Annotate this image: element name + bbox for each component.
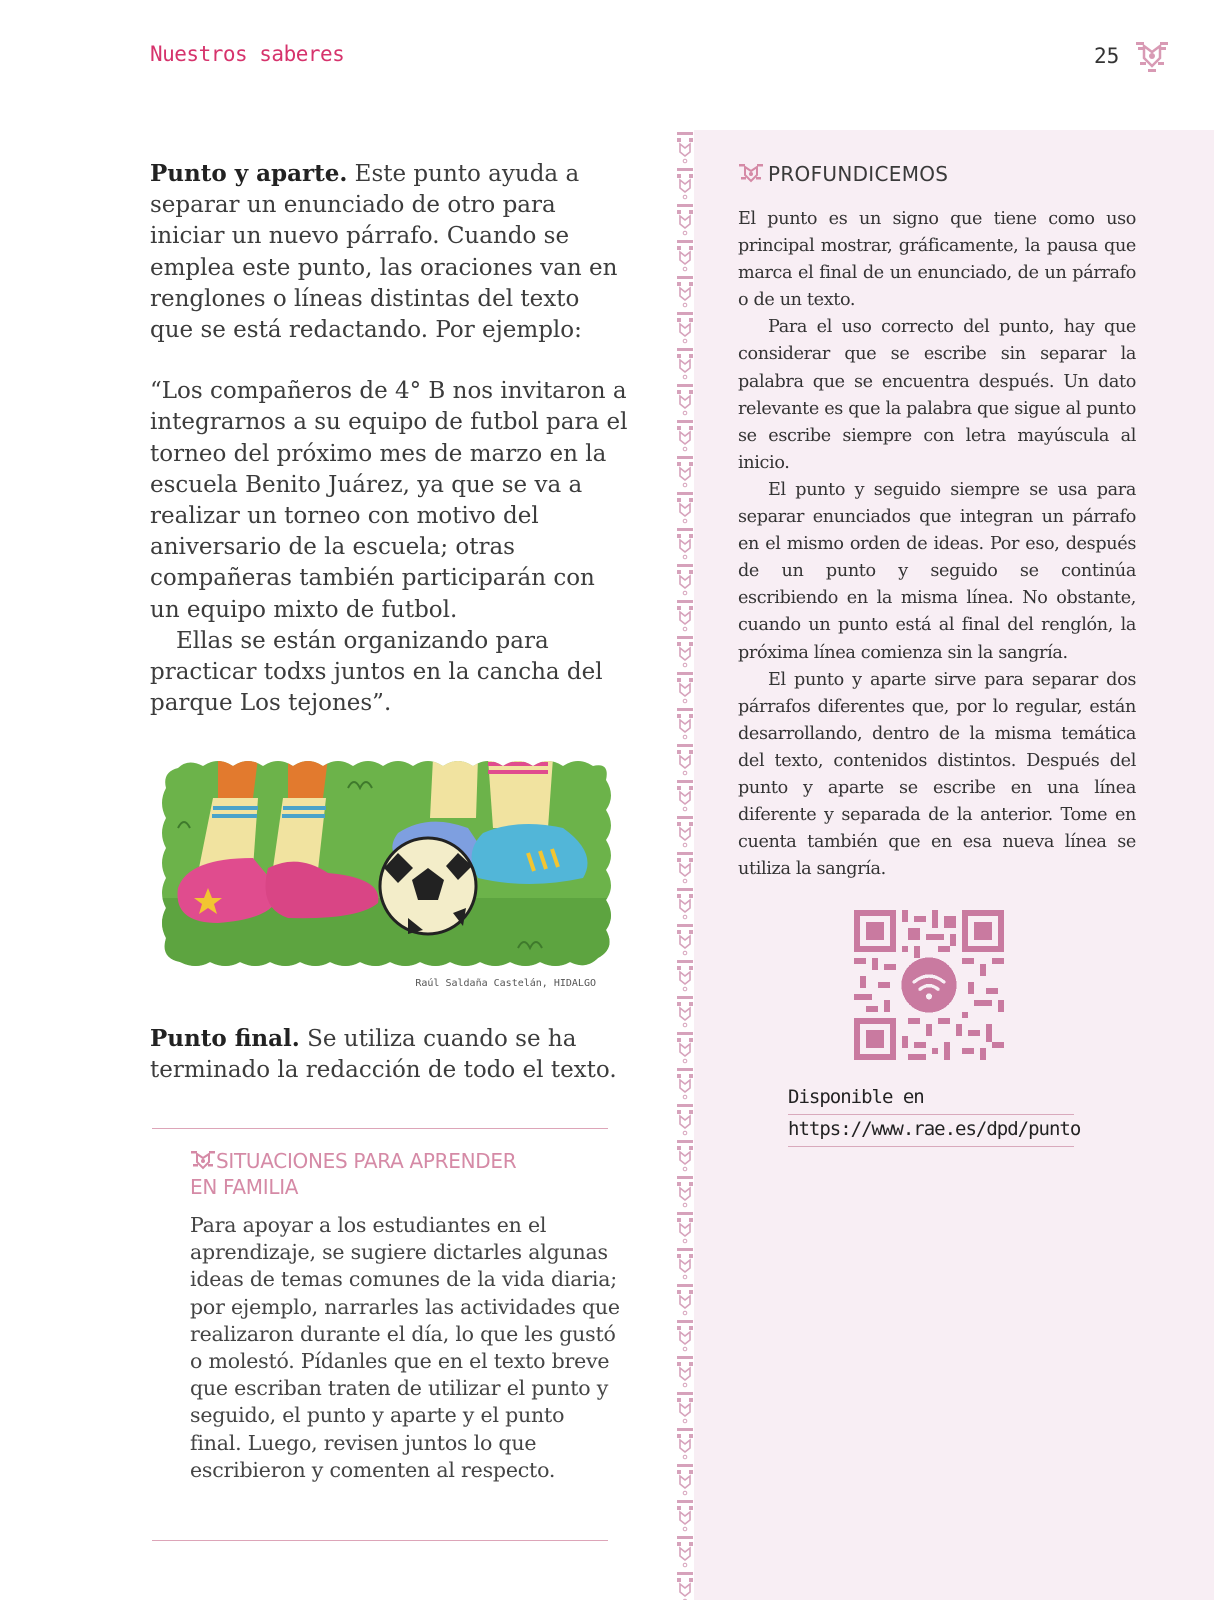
qr-code[interactable] [854,910,1004,1060]
profundicemos-title [738,162,948,186]
decorative-border [674,130,696,1600]
soccer-illustration [158,758,616,970]
profundicemos-paragraph-3: El punto y seguido siempre se usa para separar enunciados que integran un párrafo en el mismo orden de ideas. Por eso, después de un punto y seguido se continúa escribiendo en la misma línea. No obstante, cuando un punto está al final del renglón, la próxima línea comienza sin la sangría. [738,479,1136,663]
punto-final-term: Punto final. [150,1025,300,1052]
example-quote-paragraph-1: “Los compañeros de 4° B nos invitaron a integrarnos a su equipo de futbol para el torneo del próximo mes de marzo en la escuela Benito Juárez, ya que se va a realizar un torneo con motivo del aniversario de la escuela; otras compañeras también participarán con un equipo mixto de futbol. [150,378,628,623]
family-box-text: Para apoyar a los estudiantes en el aprendizaje, se sugiere dictarles algunas ideas de temas comunes de la vida diaria; por ejemplo, narrarles las actividades que realizaron durante el día, lo que les gustó o molestó. Pídanles que en el texto breve que escriban traten de utilizar el punto y seguido, el punto y aparte y el punto final. Luego, revisen juntos lo que escribieron y comenten al respecto. [190,1213,620,1482]
resource-url[interactable]: https://www.rae.es/dpd/punto [788,1115,1074,1147]
punto-final-definition: Se utiliza cuando se ha terminado la redacción de todo el texto. [150,1026,617,1084]
profundicemos-title-text: PROFUNDICEMOS [768,162,949,186]
ornament-icon [190,1149,216,1171]
family-title-line-2: EN FAMILIA [190,1175,299,1199]
example-quote-paragraph-2: Ellas se están organizando para practicar todxs juntos en la cancha del parque Los tejones”. [150,627,603,717]
section-divider-top [152,1128,608,1129]
punto-aparte-section [150,158,628,719]
punto-aparte-definition: Este punto ayuda a separar un enunciado de otro para iniciar un nuevo párrafo. Cuando se emplea este punto, las oraciones van en renglones o líneas distintas del texto que se está redactando. Por ejemplo: [150,161,618,344]
profundicemos-paragraph-2: Para el uso correcto del punto, hay que considerar que se escribe sin separar la palabra que se encuentra después. Un dato relevante es que la palabra que sigue al punto se escribe siempre con letra mayúscula al inicio. [738,317,1136,473]
family-box-title [190,1148,620,1200]
profundicemos-paragraph-1: El punto es un signo que tiene como uso principal mostrar, gráficamente, la pausa que marca el final de un enunciado, de un párrafo o de un texto. [738,209,1136,311]
section-divider-bottom [152,1540,608,1541]
profundicemos-body [738,206,1136,883]
punto-aparte-term: Punto y aparte. [150,160,348,187]
family-learning-box [190,1148,620,1505]
family-title-line-1: SITUACIONES PARA APRENDER [216,1149,517,1173]
image-credit: Raúl Saldaña Castelán, HIDALGO [415,978,596,989]
page-number: 25 [1094,44,1120,68]
punto-final-paragraph [150,1023,628,1086]
profundicemos-paragraph-4: El punto y aparte sirve para separar dos párrafos diferentes que, por lo regular, están desarrollando, dentro de la misma temática del texto, contenidos distintos. Después del punto y aparte se escribe en una línea diferente y separada de la anterior. Tome en cuenta también que en esa nueva línea se utiliza la sangría. [738,669,1136,880]
punto-aparte-paragraph [150,158,628,346]
ornament-icon [738,162,764,184]
ornament-icon [1134,38,1170,74]
available-label: Disponible en [788,1083,1074,1115]
page-header-title: Nuestros saberes [150,42,345,66]
available-link-block [788,1083,1081,1147]
